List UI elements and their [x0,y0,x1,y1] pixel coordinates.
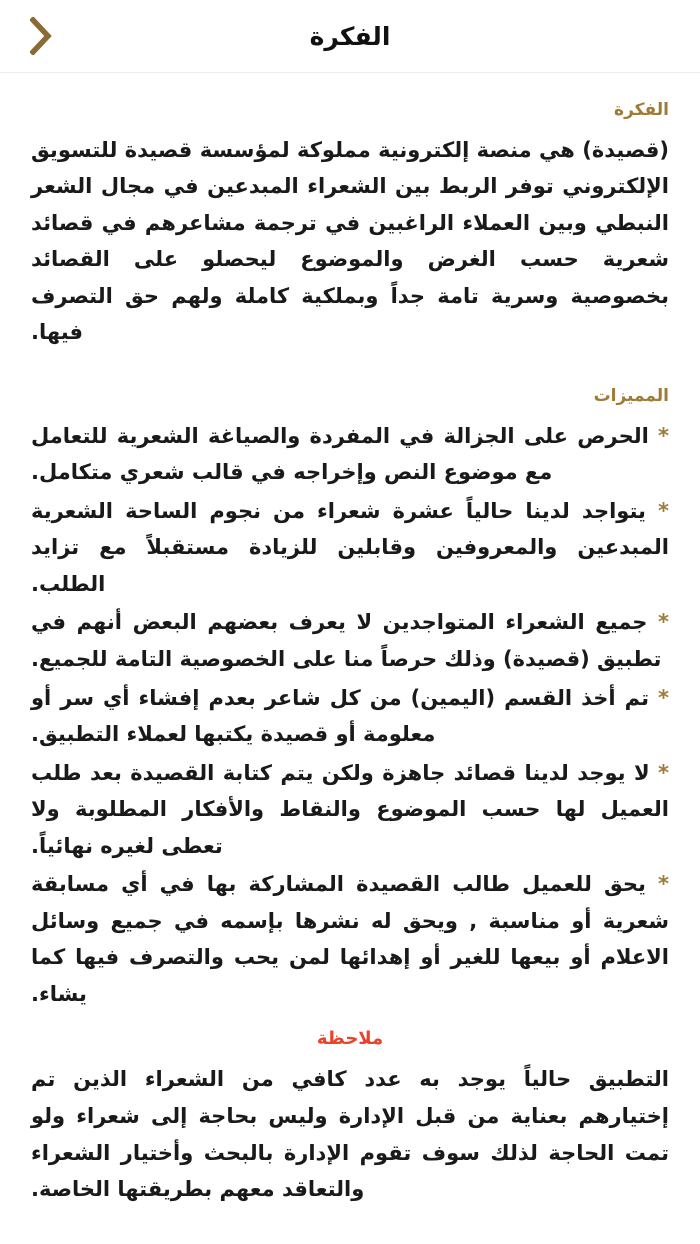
list-item-label: لا يوجد لدينا قصائد جاهزة ولكن يتم كتابة القصيدة بعد طلب العميل لها حسب الموضوع والنقاط والأفكار المطلوبة ولا تعطى لغيره نهائياً. [31,760,669,858]
list-item [31,755,669,865]
section-heading-note: ملاحظة [316,1028,384,1050]
list-item [31,866,669,1012]
note-paragraph: التطبيق حالياً يوجد به عدد كافي من الشعراء الذين تم إختيارهم بعناية من قبل الإدارة وليس بحاجة إلى شعراء ولو تمت الحاجة لذلك سوف تقوم الإدارة بالبحث وأختيار الشعراء والتعاقد معهم بطريقتها الخاصة. [31,1067,669,1202]
bullet-star-icon: * [658,610,669,635]
list-item [31,418,669,491]
bullet-star-icon: * [658,760,669,785]
list-item [31,680,669,753]
section-heading-features: المميزات [593,385,669,406]
list-item [31,493,669,603]
list-item-label: تم أخذ القسم (اليمين) من كل شاعر بعدم إفشاء أي سر أو معلومة أو قصيدة يكتبها لعملاء التطبيق. [31,685,649,747]
page-title: الفكرة [309,21,391,51]
list-item-label: يتواجد لدينا حالياً عشرة شعراء من نجوم الساحة الشعرية المبدعين والمعروفين وقابلين للزيادة مستقبلاً مع تزايد الطلب. [31,498,669,596]
list-item [31,604,669,677]
list-item-label: يحق للعميل طالب القصيدة المشاركة بها في أي مسابقة شعرية أو مناسبة , ويحق له نشرها بإسمه في جميع وسائل الاعلام أو بيعها للغير أو إهدائها لمن يحب والتصرف فيها كما يشاء. [31,872,669,1006]
app-header [0,0,700,73]
idea-paragraph: (قصيدة) هي منصة إلكترونية مملوكة لمؤسسة قصيدة للتسويق الإلكتروني توفر الربط بين الشعراء المبدعين في مجال الشعر النبطي وبين العملاء الراغبين في ترجمة مشاعرهم في قصائد شعرية حسب الغرض والموضوع ليحصلو على القصائد بخصوصية وسرية تامة جداً وبملكية كاملة ولهم حق التصرف فيها. [31,137,669,345]
list-item-label: جميع الشعراء المتواجدين لا يعرف بعضهم البعض أنهم في تطبيق (قصيدة) وذلك حرصاً منا على الخصوصية التامة للجميع. [31,610,662,671]
features-list [31,418,669,1013]
page-content [0,73,700,1208]
bullet-star-icon: * [658,872,670,897]
section-note [31,1026,669,1207]
bullet-star-icon: * [658,685,669,710]
section-features [31,385,669,1012]
section-idea [31,99,669,351]
back-button[interactable] [18,13,64,59]
list-item-label: الحرص على الجزالة في المفردة والصياغة الشعرية للتعامل مع موضوع النص وإخراجه في قالب شعري متكامل. [31,423,649,485]
bullet-star-icon: * [658,498,670,523]
chevron-right-icon [30,17,52,55]
section-heading-idea: الفكرة [614,100,669,120]
bullet-star-icon: * [658,423,669,448]
